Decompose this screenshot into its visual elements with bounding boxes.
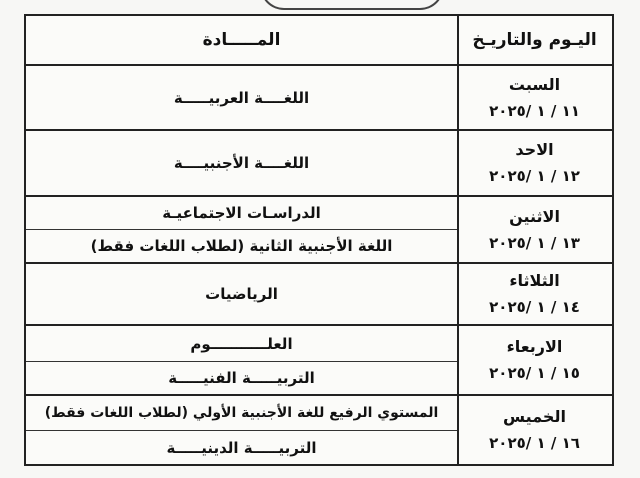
date-cell (457, 131, 612, 197)
date-label: ١٥ / ١ /٢٠٢٥ (489, 364, 580, 382)
subject-column (26, 16, 459, 464)
subject-cell: اللغة الأجنبية الثانية (لطلاب اللغات فقط) (26, 230, 457, 264)
date-label: ١٦ / ١ /٢٠٢٥ (489, 434, 580, 452)
day-label: السبت (508, 74, 561, 94)
day-label: الثلاثاء (509, 271, 560, 290)
day-label: الخميس (503, 407, 566, 426)
date-label: ١٢ / ١ /٢٠٢٥ (489, 167, 580, 185)
date-cell (457, 396, 612, 464)
date-cell (457, 326, 612, 396)
subject-cell: التربيـــــة الدينيـــــة (166, 438, 317, 457)
subject-cell: الدراسـات الاجتماعيـة (26, 197, 457, 230)
exam-schedule-table (24, 14, 614, 466)
header-subject: المـــــادة (26, 16, 457, 66)
header-day-date: اليـوم والتاريـخ (457, 16, 612, 66)
top-decoration (260, 0, 444, 10)
date-label: ١٤ / ١ /٢٠٢٥ (489, 298, 580, 316)
day-label: الاربعاء (506, 337, 563, 356)
date-cell (457, 66, 612, 131)
day-label: الاحد (515, 140, 554, 159)
subject-cell: اللغــــة العربيـــــة (26, 66, 457, 131)
date-column (457, 16, 612, 464)
subject-cell: اللغــــة الأجنبيــــة (26, 131, 457, 197)
subject-cell: المستوي الرفيع للغة الأجنبية الأولي (لطلاب اللغات فقط) (26, 396, 457, 431)
subject-cell: التربيـــــة الفنيـــــة (26, 362, 457, 396)
date-label: ١١ / ١ /٢٠٢٥ (489, 101, 580, 120)
day-label: الاثنين (509, 206, 560, 226)
date-cell (457, 197, 612, 264)
date-cell (457, 264, 612, 326)
subject-cell: الرياضيات (26, 264, 457, 326)
date-label: ١٣ / ١ /٢٠٢٥ (489, 233, 580, 252)
subject-cell: العلـــــــــــوم (26, 326, 457, 362)
